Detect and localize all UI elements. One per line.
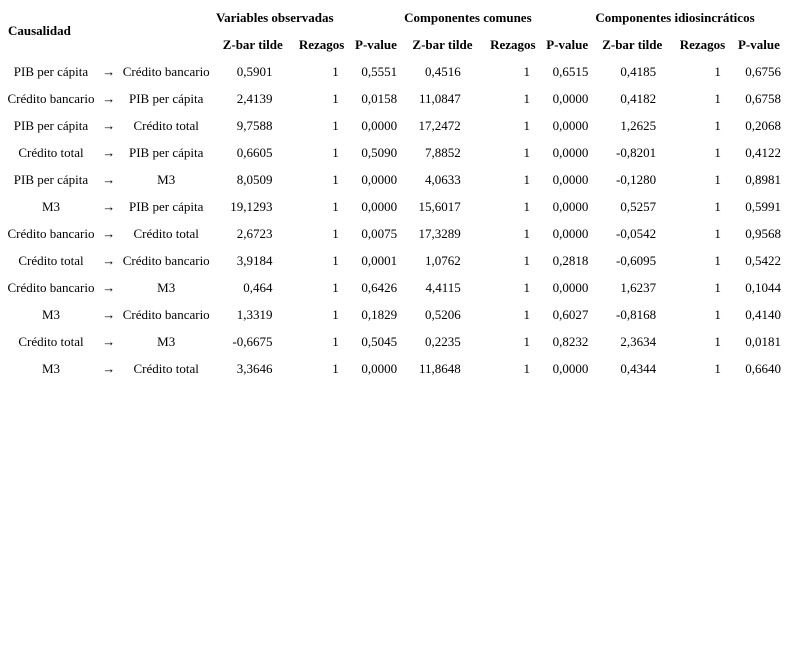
common-zbar-cell: 0,5206 <box>424 306 461 322</box>
cause-from-cell: M3 <box>41 360 61 376</box>
common-zbar-cell: 4,0633 <box>424 171 461 187</box>
subheader-zbar: Z-bar tilde <box>602 36 663 52</box>
idiosyncratic-zbar-cell: 1,2625 <box>620 117 657 133</box>
arrow-icon: → <box>102 279 116 295</box>
cause-from-cell: PIB per cápita <box>13 63 89 79</box>
observed-rezagos-cell: 1 <box>332 90 339 106</box>
subheader-pvalue: P-value <box>737 36 780 52</box>
observed-rezagos-cell: 1 <box>332 252 339 268</box>
table-row <box>4 85 785 112</box>
common-pvalue-cell: 0,0000 <box>552 360 589 376</box>
idiosyncratic-zbar-cell: -0,0542 <box>616 225 657 241</box>
idiosyncratic-rezagos-cell: 1 <box>714 360 721 376</box>
idiosyncratic-pvalue-cell: 0,5991 <box>745 198 781 214</box>
common-rezagos-cell: 1 <box>523 171 530 187</box>
cause-to-cell: Crédito total <box>133 117 199 133</box>
observed-pvalue-cell: 0,0075 <box>361 225 398 241</box>
table-row <box>4 247 785 274</box>
observed-rezagos-cell: 1 <box>332 198 339 214</box>
common-pvalue-cell: 0,0000 <box>552 225 589 241</box>
idiosyncratic-pvalue-cell: 0,6758 <box>745 90 781 106</box>
common-rezagos-cell: 1 <box>523 90 530 106</box>
idiosyncratic-rezagos-cell: 1 <box>714 252 721 268</box>
common-rezagos-cell: 1 <box>523 252 530 268</box>
common-zbar-cell: 17,3289 <box>418 225 461 241</box>
common-pvalue-cell: 0,0000 <box>552 279 589 295</box>
arrow-icon: → <box>102 333 116 349</box>
cause-to-cell: Crédito bancario <box>122 306 210 322</box>
subheader-rezagos: Rezagos <box>298 36 345 52</box>
observed-zbar-cell: -0,6675 <box>232 333 273 349</box>
cause-from-cell: Crédito total <box>18 333 84 349</box>
idiosyncratic-zbar-cell: 0,5257 <box>620 198 657 214</box>
arrow-icon: → <box>102 63 116 79</box>
causality-header: Causalidad <box>8 23 71 38</box>
idiosyncratic-rezagos-cell: 1 <box>714 306 721 322</box>
table-row <box>4 193 785 220</box>
observed-pvalue-cell: 0,5045 <box>361 333 398 349</box>
common-rezagos-cell: 1 <box>523 279 530 295</box>
idiosyncratic-rezagos-cell: 1 <box>714 279 721 295</box>
idiosyncratic-zbar-cell: 2,3634 <box>620 333 657 349</box>
cause-to-cell: Crédito total <box>133 225 199 241</box>
common-rezagos-cell: 1 <box>523 306 530 322</box>
common-pvalue-cell: 0,0000 <box>552 171 589 187</box>
arrow-icon: → <box>102 306 116 322</box>
idiosyncratic-zbar-cell: 0,4182 <box>620 90 657 106</box>
table-row <box>4 274 785 301</box>
cause-to-cell: PIB per cápita <box>129 144 204 160</box>
common-zbar-cell: 4,4115 <box>425 279 461 295</box>
observed-zbar-cell: 2,6723 <box>236 225 273 241</box>
observed-zbar-cell: 8,0509 <box>236 171 273 187</box>
observed-pvalue-cell: 0,1829 <box>361 306 398 322</box>
cause-to-cell: Crédito total <box>133 360 199 376</box>
observed-zbar-cell: 3,3646 <box>236 360 273 376</box>
idiosyncratic-zbar-cell: 1,6237 <box>620 279 657 295</box>
observed-zbar-cell: 0,6605 <box>236 144 273 160</box>
observed-zbar-cell: 0,5901 <box>236 63 273 79</box>
idiosyncratic-pvalue-cell: 0,5422 <box>745 252 781 268</box>
idiosyncratic-rezagos-cell: 1 <box>714 171 721 187</box>
observed-rezagos-cell: 1 <box>332 333 339 349</box>
cause-from-cell: Crédito bancario <box>7 90 95 106</box>
cause-to-cell: M3 <box>157 171 176 187</box>
idiosyncratic-pvalue-cell: 0,9568 <box>745 225 781 241</box>
common-rezagos-cell: 1 <box>523 333 530 349</box>
subheader-zbar: Z-bar tilde <box>412 36 473 52</box>
idiosyncratic-pvalue-cell: 0,6756 <box>745 63 781 79</box>
cause-from-cell: Crédito total <box>18 252 84 268</box>
cause-to-cell: M3 <box>157 333 176 349</box>
idiosyncratic-zbar-cell: -0,6095 <box>616 252 657 268</box>
cause-to-cell: PIB per cápita <box>129 90 204 106</box>
idiosyncratic-pvalue-cell: 0,6640 <box>745 360 781 376</box>
idiosyncratic-rezagos-cell: 1 <box>714 63 721 79</box>
common-rezagos-cell: 1 <box>523 117 530 133</box>
observed-rezagos-cell: 1 <box>332 63 339 79</box>
cause-from-cell: PIB per cápita <box>13 171 89 187</box>
idiosyncratic-zbar-cell: 0,4185 <box>620 63 657 79</box>
idiosyncratic-rezagos-cell: 1 <box>714 90 721 106</box>
common-zbar-cell: 17,2472 <box>418 117 461 133</box>
observed-zbar-cell: 9,7588 <box>236 117 273 133</box>
idiosyncratic-pvalue-cell: 0,2068 <box>745 117 781 133</box>
common-pvalue-cell: 0,6027 <box>552 306 589 322</box>
cause-from-cell: Crédito total <box>18 144 84 160</box>
group-header-common: Componentes comunes <box>404 9 532 25</box>
table-row <box>4 166 785 193</box>
observed-zbar-cell: 0,464 <box>243 279 273 295</box>
observed-pvalue-cell: 0,0158 <box>361 90 398 106</box>
observed-rezagos-cell: 1 <box>332 117 339 133</box>
idiosyncratic-rezagos-cell: 1 <box>714 198 721 214</box>
observed-pvalue-cell: 0,0000 <box>361 360 398 376</box>
common-pvalue-cell: 0,8232 <box>552 333 589 349</box>
table-row <box>4 301 785 328</box>
table-row <box>4 355 785 382</box>
arrow-icon: → <box>102 252 116 268</box>
cause-to-cell: Crédito bancario <box>122 252 210 268</box>
observed-rezagos-cell: 1 <box>332 360 339 376</box>
subheader-pvalue: P-value <box>355 36 397 52</box>
cause-from-cell: M3 <box>41 198 61 214</box>
table-row <box>4 112 785 139</box>
table-body <box>4 58 785 382</box>
common-zbar-cell: 0,4516 <box>424 63 461 79</box>
observed-zbar-cell: 2,4139 <box>236 90 273 106</box>
cause-from-cell: Crédito bancario <box>7 279 95 295</box>
subheader-rezagos: Rezagos <box>490 36 536 52</box>
cause-to-cell: PIB per cápita <box>129 198 204 214</box>
arrow-icon: → <box>102 225 116 241</box>
idiosyncratic-zbar-cell: -0,1280 <box>616 171 657 187</box>
arrow-icon: → <box>102 198 116 214</box>
idiosyncratic-pvalue-cell: 0,0181 <box>745 333 781 349</box>
common-pvalue-cell: 0,0000 <box>552 117 589 133</box>
observed-rezagos-cell: 1 <box>332 171 339 187</box>
idiosyncratic-rezagos-cell: 1 <box>714 225 721 241</box>
observed-rezagos-cell: 1 <box>332 225 339 241</box>
common-zbar-cell: 11,0847 <box>418 90 461 106</box>
observed-pvalue-cell: 0,0000 <box>361 117 398 133</box>
common-rezagos-cell: 1 <box>523 360 530 376</box>
common-zbar-cell: 0,2235 <box>424 333 461 349</box>
observed-rezagos-cell: 1 <box>332 279 339 295</box>
common-pvalue-cell: 0,0000 <box>552 90 589 106</box>
idiosyncratic-rezagos-cell: 1 <box>714 117 721 133</box>
cause-from-cell: PIB per cápita <box>13 117 89 133</box>
idiosyncratic-rezagos-cell: 1 <box>714 333 721 349</box>
idiosyncratic-pvalue-cell: 0,8981 <box>745 171 781 187</box>
common-pvalue-cell: 0,0000 <box>552 198 589 214</box>
cause-to-cell: M3 <box>157 279 176 295</box>
common-pvalue-cell: 0,0000 <box>552 144 589 160</box>
table-row <box>4 139 785 166</box>
group-header-idiosyncratic: Componentes idiosincráticos <box>595 9 755 25</box>
group-header-observed: Variables observadas <box>215 9 334 25</box>
cause-to-cell: Crédito bancario <box>122 63 210 79</box>
table-row <box>4 328 785 355</box>
common-rezagos-cell: 1 <box>523 63 530 79</box>
arrow-icon: → <box>102 90 116 106</box>
idiosyncratic-zbar-cell: -0,8201 <box>616 144 657 160</box>
common-zbar-cell: 7,8852 <box>424 144 461 160</box>
common-rezagos-cell: 1 <box>523 198 530 214</box>
observed-pvalue-cell: 0,5551 <box>361 63 398 79</box>
idiosyncratic-pvalue-cell: 0,1044 <box>745 279 781 295</box>
idiosyncratic-rezagos-cell: 1 <box>714 144 721 160</box>
idiosyncratic-zbar-cell: -0,8168 <box>616 306 657 322</box>
cause-from-cell: M3 <box>41 306 61 322</box>
arrow-icon: → <box>102 117 116 133</box>
arrow-icon: → <box>102 360 116 376</box>
common-zbar-cell: 15,6017 <box>418 198 461 214</box>
observed-pvalue-cell: 0,6426 <box>361 279 398 295</box>
common-zbar-cell: 1,0762 <box>424 252 461 268</box>
causality-table <box>4 4 785 382</box>
common-rezagos-cell: 1 <box>523 225 530 241</box>
common-pvalue-cell: 0,2818 <box>552 252 589 268</box>
observed-pvalue-cell: 0,5090 <box>361 144 398 160</box>
idiosyncratic-pvalue-cell: 0,4140 <box>745 306 781 322</box>
observed-zbar-cell: 3,9184 <box>236 252 273 268</box>
subheader-rezagos: Rezagos <box>679 36 726 52</box>
subheader-zbar: Z-bar tilde <box>222 36 283 52</box>
observed-rezagos-cell: 1 <box>332 144 339 160</box>
observed-zbar-cell: 1,3319 <box>236 306 273 322</box>
arrow-icon: → <box>102 144 116 160</box>
observed-pvalue-cell: 0,0000 <box>361 198 398 214</box>
common-rezagos-cell: 1 <box>523 144 530 160</box>
cause-from-cell: Crédito bancario <box>7 225 95 241</box>
observed-pvalue-cell: 0,0000 <box>361 171 398 187</box>
table-row <box>4 220 785 247</box>
table-group-header-row <box>4 4 785 31</box>
idiosyncratic-pvalue-cell: 0,4122 <box>745 144 781 160</box>
observed-rezagos-cell: 1 <box>332 306 339 322</box>
common-pvalue-cell: 0,6515 <box>552 63 589 79</box>
observed-zbar-cell: 19,1293 <box>230 198 273 214</box>
subheader-pvalue: P-value <box>546 36 589 52</box>
table-row <box>4 58 785 85</box>
idiosyncratic-zbar-cell: 0,4344 <box>620 360 657 376</box>
arrow-icon: → <box>102 171 116 187</box>
common-zbar-cell: 11,8648 <box>418 360 461 376</box>
observed-pvalue-cell: 0,0001 <box>361 252 398 268</box>
